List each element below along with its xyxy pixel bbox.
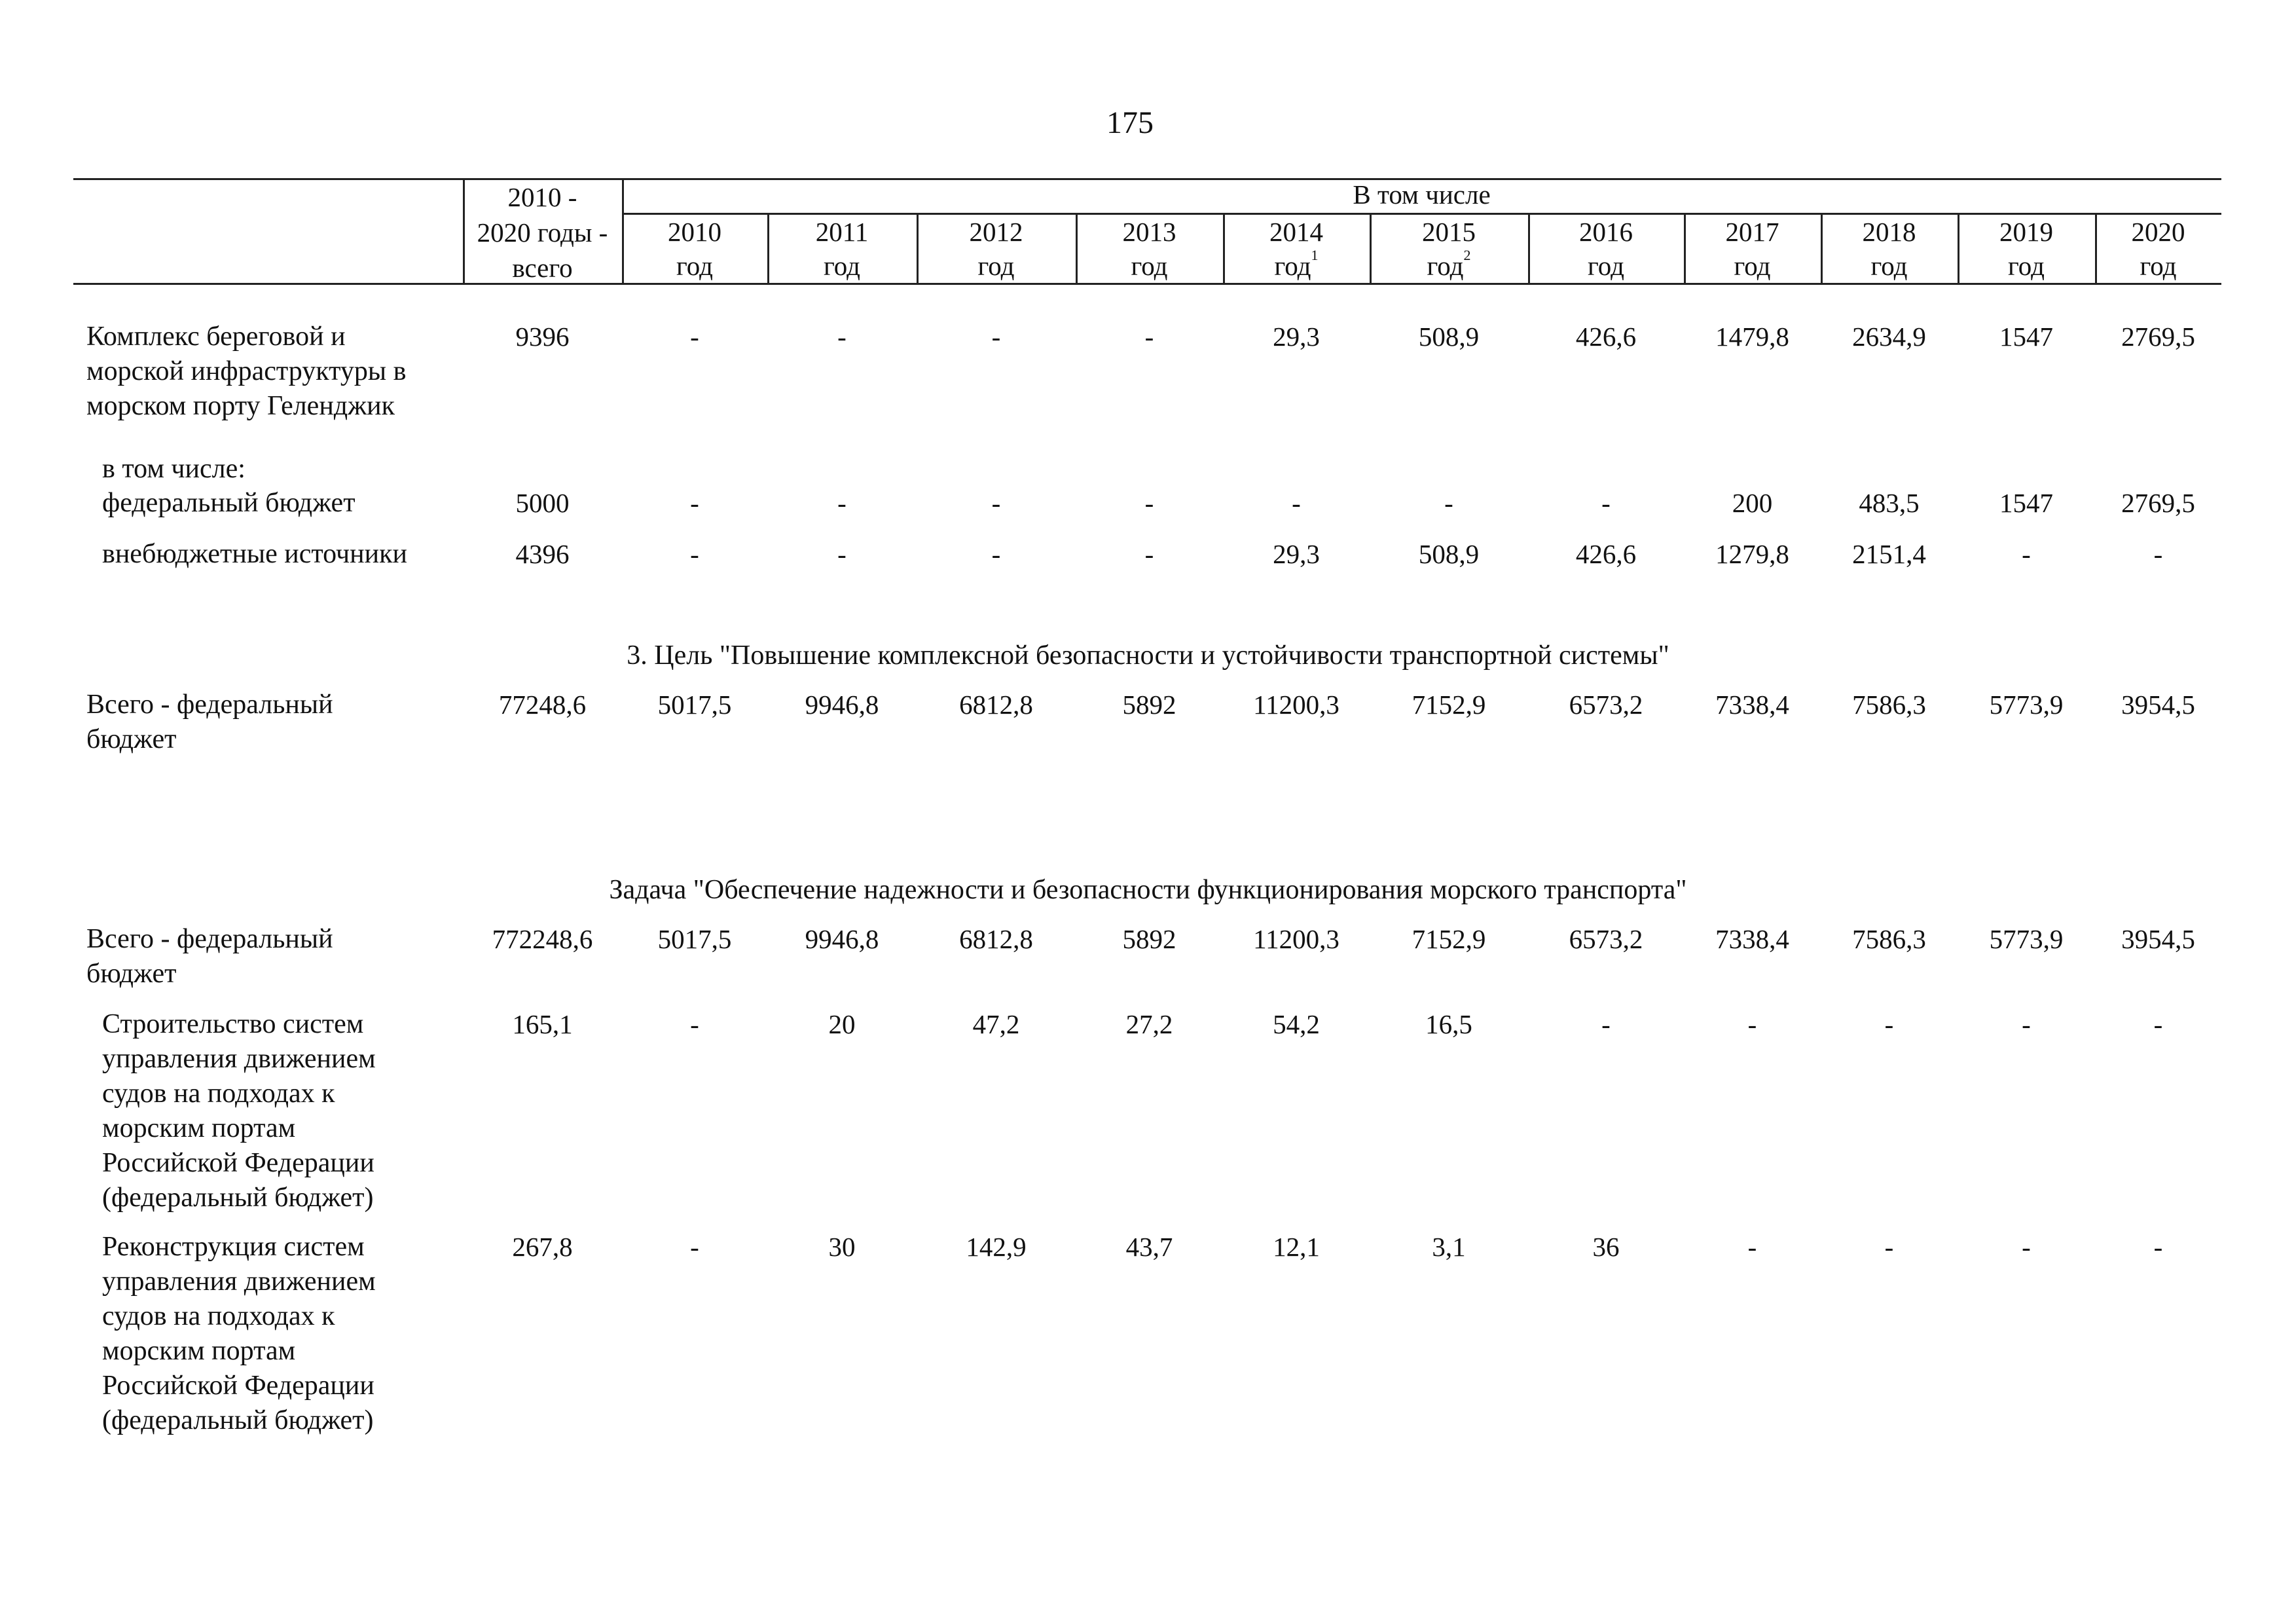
- year-header: 2017: [1725, 217, 1779, 247]
- row-total-value: 772248,6: [492, 924, 593, 954]
- row-label: в том числе:: [102, 454, 246, 484]
- year-header: 2020: [2131, 217, 2185, 247]
- row-year-value: -: [1884, 1009, 1894, 1039]
- row-year-value: 20: [828, 1009, 856, 1039]
- footnote-mark: 2: [1463, 247, 1471, 263]
- row-label: Комплекс береговой и морской инфраструктуры в морском порту Геленджик: [86, 322, 407, 421]
- row-label: Строительство систем управления движением судов на подходах к морским портам Российской Федерации (федеральный бюджет): [102, 1009, 376, 1213]
- row-year-value: -: [2022, 1009, 2031, 1039]
- year-header: 2011: [815, 217, 869, 247]
- year-unit-header: год: [824, 251, 860, 281]
- row-year-value: 6812,8: [959, 690, 1033, 720]
- row-year-value: -: [837, 488, 847, 518]
- year-header: 2016: [1579, 217, 1633, 247]
- row-year-value: 2151,4: [1852, 539, 1926, 569]
- row-year-value: 29,3: [1273, 539, 1320, 569]
- section-heading: Задача "Обеспечение надежности и безопасности функционирования морского транспорта": [609, 875, 1687, 905]
- row-year-value: 36: [1592, 1232, 1620, 1262]
- row-year-value: -: [2153, 1009, 2163, 1039]
- row-year-value: 1479,8: [1715, 322, 1789, 352]
- row-year-value: 5773,9: [1989, 690, 2064, 720]
- row-year-value: 2769,5: [2121, 488, 2195, 518]
- row-year-value: 16,5: [1425, 1009, 1472, 1039]
- row-total-value: 9396: [515, 322, 570, 352]
- row-year-value: 9946,8: [805, 690, 879, 720]
- row-year-value: 27,2: [1125, 1009, 1173, 1039]
- row-year-value: 7586,3: [1852, 924, 1926, 954]
- row-year-value: -: [1601, 488, 1611, 518]
- page-number: 175: [1106, 105, 1154, 140]
- row-year-value: 1279,8: [1715, 539, 1789, 569]
- row-year-value: 11200,3: [1253, 924, 1339, 954]
- row-year-value: 483,5: [1859, 488, 1920, 518]
- row-year-value: 1547: [1999, 488, 2053, 518]
- row-year-value: -: [991, 539, 1001, 569]
- row-year-value: -: [1144, 322, 1154, 352]
- row-year-value: 7586,3: [1852, 690, 1926, 720]
- year-header: 2018: [1862, 217, 1916, 247]
- row-total-value: 77248,6: [498, 690, 587, 720]
- footnote-mark: 1: [1311, 247, 1319, 263]
- row-year-value: -: [2153, 539, 2163, 569]
- row-year-value: 30: [828, 1232, 856, 1262]
- row-year-value: 6573,2: [1569, 690, 1643, 720]
- year-unit-header: год: [1734, 251, 1771, 281]
- section-heading: 3. Цель "Повышение комплексной безопасности и устойчивости транспортной системы": [627, 640, 1669, 671]
- row-year-value: 5892: [1122, 924, 1176, 954]
- row-label: федеральный бюджет: [102, 488, 355, 518]
- row-year-value: -: [690, 488, 699, 518]
- row-year-value: 426,6: [1575, 322, 1637, 352]
- row-year-value: -: [1601, 1009, 1611, 1039]
- row-year-value: 142,9: [966, 1232, 1027, 1262]
- year-unit-header: год: [2140, 251, 2177, 281]
- row-year-value: 5773,9: [1989, 924, 2064, 954]
- row-year-value: 7338,4: [1715, 924, 1789, 954]
- row-year-value: 1547: [1999, 322, 2053, 352]
- row-year-value: -: [837, 322, 847, 352]
- row-year-value: 9946,8: [805, 924, 879, 954]
- group-header-label: В том числе: [1353, 179, 1491, 210]
- total-column-header-line: всего: [512, 253, 573, 283]
- row-year-value: 6573,2: [1569, 924, 1643, 954]
- row-year-value: -: [1292, 488, 1301, 518]
- row-year-value: 6812,8: [959, 924, 1033, 954]
- row-year-value: 29,3: [1273, 322, 1320, 352]
- row-year-value: 7152,9: [1412, 924, 1486, 954]
- row-year-value: -: [690, 1009, 699, 1039]
- row-year-value: 3954,5: [2121, 924, 2195, 954]
- year-header: 2010: [668, 217, 721, 247]
- row-year-value: 5017,5: [657, 690, 732, 720]
- row-year-value: -: [1144, 488, 1154, 518]
- row-label: Всего - федеральный бюджет: [86, 690, 333, 754]
- row-year-value: 2769,5: [2121, 322, 2195, 352]
- year-header: 2015: [1422, 217, 1476, 247]
- row-year-value: 7152,9: [1412, 690, 1486, 720]
- row-year-value: -: [2153, 1232, 2163, 1262]
- row-year-value: 200: [1732, 488, 1773, 518]
- row-year-value: -: [991, 488, 1001, 518]
- year-unit-header: год$^2$: [1427, 247, 1471, 281]
- row-total-value: 4396: [515, 539, 570, 569]
- year-header: 2014: [1269, 217, 1323, 247]
- year-header: 2019: [1999, 217, 2053, 247]
- row-year-value: -: [837, 539, 847, 569]
- row-year-value: 43,7: [1125, 1232, 1173, 1262]
- row-label: Реконструкция систем управления движением судов на подходах к морским портам Российской Федерации (федеральный бюджет): [102, 1232, 376, 1435]
- year-header: 2012: [969, 217, 1023, 247]
- row-year-value: -: [690, 322, 699, 352]
- row-year-value: -: [1747, 1009, 1757, 1039]
- row-year-value: -: [690, 1232, 699, 1262]
- row-year-value: 5892: [1122, 690, 1176, 720]
- row-year-value: 3954,5: [2121, 690, 2195, 720]
- row-year-value: 54,2: [1273, 1009, 1320, 1039]
- year-unit-header: год: [676, 251, 713, 281]
- row-year-value: -: [2022, 539, 2031, 569]
- row-year-value: -: [1144, 539, 1154, 569]
- row-year-value: 2634,9: [1852, 322, 1926, 352]
- row-year-value: -: [1444, 488, 1453, 518]
- row-year-value: 508,9: [1418, 539, 1480, 569]
- row-year-value: 7338,4: [1715, 690, 1789, 720]
- row-year-value: 3,1: [1432, 1232, 1466, 1262]
- row-year-value: -: [1747, 1232, 1757, 1262]
- row-label: Всего - федеральный бюджет: [86, 924, 333, 989]
- row-year-value: 12,1: [1273, 1232, 1320, 1262]
- row-year-value: -: [991, 322, 1001, 352]
- total-column-header-line: 2020 годы -: [477, 217, 608, 248]
- row-year-value: 426,6: [1575, 539, 1637, 569]
- row-total-value: 267,8: [512, 1232, 573, 1262]
- year-unit-header: год: [2008, 251, 2045, 281]
- year-unit-header: год$^1$: [1274, 247, 1319, 281]
- total-column-header-line: 2010 -: [507, 182, 577, 212]
- year-header: 2013: [1122, 217, 1176, 247]
- row-year-value: 47,2: [972, 1009, 1020, 1039]
- row-label: внебюджетные источники: [102, 539, 408, 569]
- row-year-value: 11200,3: [1253, 690, 1339, 720]
- row-total-value: 5000: [515, 488, 570, 518]
- row-year-value: 508,9: [1418, 322, 1480, 352]
- row-year-value: -: [2022, 1232, 2031, 1262]
- row-total-value: 165,1: [512, 1009, 573, 1039]
- year-unit-header: год: [1588, 251, 1624, 281]
- row-year-value: -: [690, 539, 699, 569]
- year-unit-header: год: [977, 251, 1015, 281]
- year-unit-header: год: [1131, 251, 1168, 281]
- row-year-value: 5017,5: [657, 924, 732, 954]
- year-unit-header: год: [1870, 251, 1908, 281]
- row-year-value: -: [1884, 1232, 1894, 1262]
